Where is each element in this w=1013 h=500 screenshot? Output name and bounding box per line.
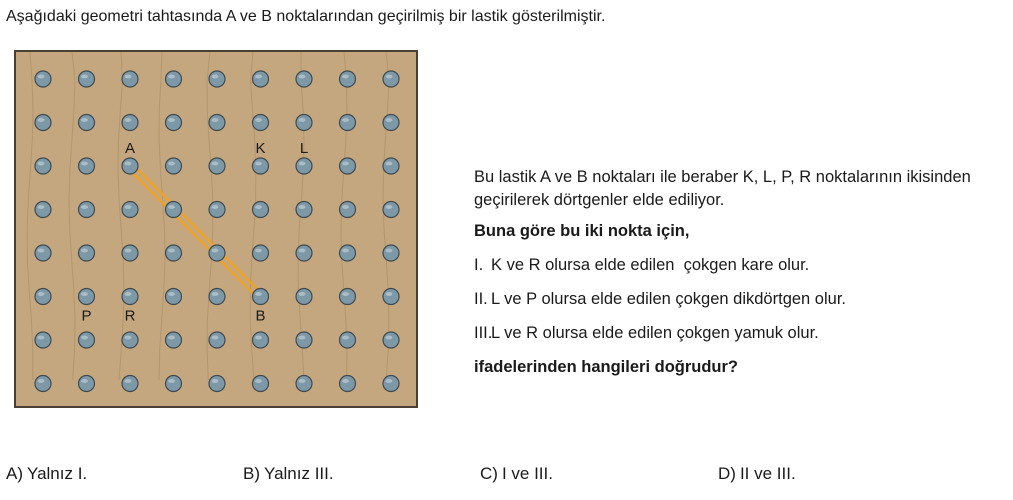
peg-highlight <box>168 205 175 209</box>
peg-highlight <box>168 75 175 79</box>
peg <box>79 376 95 392</box>
peg-highlight <box>81 205 88 209</box>
peg <box>209 245 225 261</box>
peg <box>296 71 312 87</box>
peg <box>122 332 138 348</box>
peg-highlight <box>255 162 262 166</box>
peg <box>296 376 312 392</box>
peg <box>166 158 182 174</box>
statement-number: II. <box>474 290 488 308</box>
peg <box>296 202 312 218</box>
peg-highlight <box>125 249 132 253</box>
peg-highlight <box>81 336 88 340</box>
peg <box>166 289 182 305</box>
statement-1 <box>474 254 1009 277</box>
peg-highlight <box>125 162 132 166</box>
peg-highlight <box>38 336 45 340</box>
peg <box>209 115 225 131</box>
peg-highlight <box>299 162 306 166</box>
peg <box>35 332 51 348</box>
peg <box>296 158 312 174</box>
peg-highlight <box>81 162 88 166</box>
peg-highlight <box>342 249 349 253</box>
peg <box>122 202 138 218</box>
peg <box>253 245 269 261</box>
peg <box>209 158 225 174</box>
peg-highlight <box>386 118 393 122</box>
peg-highlight <box>342 336 349 340</box>
peg-highlight <box>168 249 175 253</box>
peg-highlight <box>386 292 393 296</box>
peg <box>79 202 95 218</box>
peg-highlight <box>299 249 306 253</box>
peg-highlight <box>168 292 175 296</box>
peg <box>35 71 51 87</box>
peg-highlight <box>168 118 175 122</box>
peg <box>166 376 182 392</box>
peg-highlight <box>342 118 349 122</box>
peg-highlight <box>386 379 393 383</box>
peg-highlight <box>212 336 219 340</box>
peg <box>79 332 95 348</box>
question-stem: Bu lastik A ve B noktaları ile beraber K, L, P, R noktalarının ikisinden geçirilerek dörtgenler elde ediliyor. <box>474 168 971 209</box>
point-label-k: K <box>255 140 266 157</box>
peg <box>340 158 356 174</box>
peg <box>209 71 225 87</box>
option-text: Yalnız I. <box>27 464 88 483</box>
statement-text: L ve R olursa elde edilen çokgen yamuk olur. <box>491 324 819 342</box>
statement-number: I. <box>474 256 484 274</box>
peg-highlight <box>212 205 219 209</box>
peg <box>253 289 269 305</box>
peg <box>122 245 138 261</box>
peg <box>340 332 356 348</box>
peg-highlight <box>386 75 393 79</box>
peg-highlight <box>168 162 175 166</box>
peg <box>122 115 138 131</box>
peg-highlight <box>125 336 132 340</box>
point-label-l: L <box>299 140 309 157</box>
peg-highlight <box>81 379 88 383</box>
peg <box>35 245 51 261</box>
peg-highlight <box>125 75 132 79</box>
option-key: C) <box>480 464 498 483</box>
peg-highlight <box>212 249 219 253</box>
peg-highlight <box>342 379 349 383</box>
peg-highlight <box>299 118 306 122</box>
peg <box>166 71 182 87</box>
peg <box>209 332 225 348</box>
peg-highlight <box>386 205 393 209</box>
peg <box>35 115 51 131</box>
peg-highlight <box>38 379 45 383</box>
peg <box>35 202 51 218</box>
peg <box>253 202 269 218</box>
peg-highlight <box>212 118 219 122</box>
peg-highlight <box>212 292 219 296</box>
peg <box>79 158 95 174</box>
peg <box>253 71 269 87</box>
statement-number: III. <box>474 324 493 342</box>
peg-highlight <box>386 249 393 253</box>
peg <box>122 71 138 87</box>
peg-highlight <box>125 379 132 383</box>
peg-highlight <box>299 205 306 209</box>
peg-highlight <box>81 75 88 79</box>
peg <box>383 289 399 305</box>
peg-highlight <box>38 118 45 122</box>
peg-highlight <box>125 292 132 296</box>
peg <box>296 289 312 305</box>
peg-highlight <box>299 292 306 296</box>
peg-highlight <box>38 292 45 296</box>
peg-highlight <box>255 249 262 253</box>
peg-highlight <box>255 336 262 340</box>
point-label-p: P <box>81 307 92 325</box>
peg-highlight <box>386 162 393 166</box>
peg-highlight <box>212 379 219 383</box>
peg <box>296 332 312 348</box>
peg <box>296 245 312 261</box>
peg <box>166 202 182 218</box>
peg-highlight <box>38 75 45 79</box>
peg-highlight <box>168 336 175 340</box>
peg <box>296 115 312 131</box>
peg-highlight <box>212 162 219 166</box>
peg-highlight <box>255 379 262 383</box>
statement-text: L ve P olursa elde edilen çokgen dikdörtgen olur. <box>491 290 846 308</box>
peg <box>122 289 138 305</box>
question-ask: ifadelerinden hangileri doğrudur? <box>474 358 739 376</box>
peg <box>79 289 95 305</box>
peg <box>340 115 356 131</box>
peg <box>166 115 182 131</box>
peg-highlight <box>342 162 349 166</box>
peg-highlight <box>125 205 132 209</box>
option-text: Yalnız III. <box>264 464 334 483</box>
option-key: A) <box>6 464 23 483</box>
peg-highlight <box>38 205 45 209</box>
peg <box>383 376 399 392</box>
peg-highlight <box>299 336 306 340</box>
peg <box>383 245 399 261</box>
answer-options <box>0 464 1013 488</box>
point-label-a: A <box>124 140 136 157</box>
statement-3 <box>474 322 1009 345</box>
peg <box>79 115 95 131</box>
peg-highlight <box>212 75 219 79</box>
option-c[interactable] <box>480 464 553 484</box>
peg <box>253 332 269 348</box>
peg-highlight <box>255 292 262 296</box>
option-key: B) <box>243 464 260 483</box>
peg <box>166 332 182 348</box>
peg <box>383 115 399 131</box>
option-a[interactable] <box>6 464 87 484</box>
peg-highlight <box>299 75 306 79</box>
peg-highlight <box>38 249 45 253</box>
peg-highlight <box>342 205 349 209</box>
peg <box>253 158 269 174</box>
peg <box>383 71 399 87</box>
geoboard <box>14 50 418 408</box>
peg <box>79 245 95 261</box>
problem-intro: Aşağıdaki geometri tahtasında A ve B noktalarından geçirilmiş bir lastik gösterilmiştir. <box>6 8 606 25</box>
question-block <box>474 166 1009 379</box>
board-background <box>15 51 417 407</box>
peg-highlight <box>299 379 306 383</box>
peg <box>122 376 138 392</box>
option-b[interactable] <box>243 464 334 484</box>
option-text: II ve III. <box>739 464 796 483</box>
peg-highlight <box>342 292 349 296</box>
peg <box>253 376 269 392</box>
peg <box>35 289 51 305</box>
peg-highlight <box>255 205 262 209</box>
peg <box>340 245 356 261</box>
statement-text: K ve R olursa elde edilen çokgen kare olur. <box>491 256 810 274</box>
peg <box>79 71 95 87</box>
option-d[interactable] <box>718 464 796 484</box>
peg-highlight <box>125 118 132 122</box>
peg <box>253 115 269 131</box>
peg <box>209 202 225 218</box>
peg <box>209 376 225 392</box>
option-text: I ve III. <box>501 464 553 483</box>
peg <box>340 71 356 87</box>
peg <box>35 158 51 174</box>
peg-highlight <box>168 379 175 383</box>
peg <box>122 158 138 174</box>
peg-highlight <box>386 336 393 340</box>
peg <box>340 376 356 392</box>
geoboard-figure <box>14 50 418 408</box>
peg-highlight <box>81 249 88 253</box>
point-label-b: B <box>255 307 266 325</box>
statement-2 <box>474 288 1009 311</box>
peg-highlight <box>38 162 45 166</box>
peg-highlight <box>81 292 88 296</box>
peg <box>383 158 399 174</box>
question-lead: Buna göre bu iki nokta için, <box>474 222 690 240</box>
peg <box>340 289 356 305</box>
peg-highlight <box>255 118 262 122</box>
option-key: D) <box>718 464 736 483</box>
peg <box>340 202 356 218</box>
peg-highlight <box>255 75 262 79</box>
peg <box>383 202 399 218</box>
peg <box>383 332 399 348</box>
peg-highlight <box>81 118 88 122</box>
peg <box>35 376 51 392</box>
peg <box>166 245 182 261</box>
point-label-r: R <box>124 307 136 325</box>
peg-highlight <box>342 75 349 79</box>
peg <box>209 289 225 305</box>
